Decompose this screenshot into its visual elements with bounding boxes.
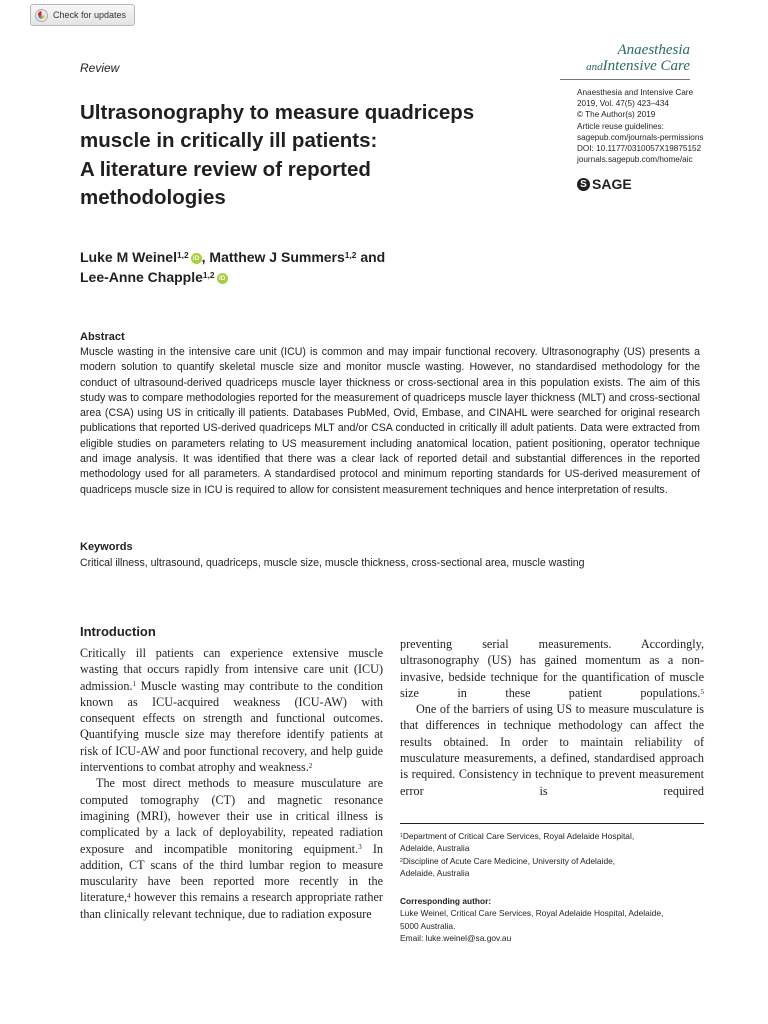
affiliation-item: $^2$Discipline of Acute Care Medicine, University of Adelaide, Adelaide, Australia xyxy=(400,855,616,879)
publisher-logo xyxy=(577,176,632,192)
journal-logo-and: and xyxy=(586,61,603,73)
body-column-left xyxy=(80,645,383,922)
author-affiliation-sup: 1,2 xyxy=(202,270,215,281)
meta-volume: 2019, Vol. 47(5) 423–434 xyxy=(577,99,669,109)
journal-logo xyxy=(560,42,690,75)
affiliation-item: $^1$Department of Critical Care Services, Royal Adelaide Hospital, Adelaide, Australia xyxy=(400,831,635,854)
corresponding-author xyxy=(400,895,704,945)
author-conjunction: and xyxy=(356,249,386,265)
meta-reuse-label: Article reuse guidelines: xyxy=(577,121,664,131)
crossmark-icon xyxy=(35,9,48,22)
meta-copyright: © The Author(s) 2019 xyxy=(577,110,656,120)
body-paragraph: Critically ill patients can experience extensive muscle wasting that occurs rapidly from intensive care unit (ICU) admission.$^1$ Muscle wasting may contribute to the condition known as ICU-acquired weakness (ICU-AW) with consequent effects on strength and functional outcomes. Quantifying muscle size may therefore identify patients at risk of ICU-AW and poor functional recovery, and help guide interventions to combat atrophy and weakness.$^2$ xyxy=(80,646,383,775)
journal-logo-line1: Anaesthesia xyxy=(617,42,690,58)
affiliations xyxy=(400,830,704,880)
article-metadata xyxy=(577,87,727,165)
body-paragraph: preventing serial measurements. Accordingly, ultrasonography (US) has gained momentum as a non-invasive, bedside technique for the quantification of muscle size in these patient populations.$^5$ xyxy=(400,637,704,700)
orcid-icon[interactable]: iD xyxy=(217,273,228,284)
author-list xyxy=(80,247,560,287)
corresponding-heading: Corresponding author: xyxy=(400,896,492,906)
meta-doi[interactable]: DOI: 10.1177/0310057X19875152 xyxy=(577,144,702,154)
introduction-heading: Introduction xyxy=(80,624,156,639)
article-title xyxy=(80,99,550,212)
author-separator: , xyxy=(201,249,210,265)
orcid-icon[interactable]: iD xyxy=(191,253,202,264)
abstract-heading: Abstract xyxy=(80,331,125,343)
publisher-name: SAGE xyxy=(592,176,632,192)
keywords-heading: Keywords xyxy=(80,541,133,553)
title-line: methodologies xyxy=(80,185,226,209)
sage-s-icon: S xyxy=(577,178,590,191)
body-paragraph: The most direct methods to measure musculature are computed tomography (CT) and magnetic resonance imagining (MRI), however their use in critical illness is complicated by a lack of deployability, repeated radiation exposure and incompatible monitoring equipment.$^3$ In addition, CT scans of the third lumbar region to measure muscularity have been reported more recently in the literature,$^4$ however this remains a research appropriate rather than clinically relevant technique, due to radiation exposure xyxy=(80,776,383,921)
journal-logo-line2: Intensive Care xyxy=(602,58,690,74)
corresponding-email[interactable]: Email: luke.weinel@sa.gov.au xyxy=(400,933,512,944)
meta-permissions-link[interactable]: sagepub.com/journals-permissions xyxy=(577,132,704,142)
corresponding-address: Luke Weinel, Critical Care Services, Royal Adelaide Hospital, Adelaide, 5000 Australia. xyxy=(400,908,664,931)
footnote-divider xyxy=(400,823,704,824)
check-for-updates-label: Check for updates xyxy=(53,10,127,20)
meta-journal: Anaesthesia and Intensive Care xyxy=(577,88,694,97)
author-name: Lee-Anne Chapple xyxy=(80,269,203,285)
citation-sup[interactable]: 3 xyxy=(358,842,362,852)
title-line: muscle in critically ill patients: xyxy=(80,129,378,153)
author-name: Matthew J Summers xyxy=(209,249,345,265)
keywords-text: Critical illness, ultrasound, quadriceps, muscle size, muscle thickness, cross-sectional area, muscle wasting xyxy=(80,557,585,569)
meta-journal-link[interactable]: journals.sagepub.com/home/aic xyxy=(577,155,693,165)
title-line: Ultrasonography to measure quadriceps xyxy=(80,101,475,124)
check-for-updates-button[interactable] xyxy=(30,4,135,26)
author-affiliation-sup: 1,2 xyxy=(176,250,189,261)
author-name: Luke M Weinel xyxy=(80,249,177,265)
citation-sup[interactable]: 2 xyxy=(308,760,313,770)
header-divider xyxy=(560,79,690,80)
body-column-right xyxy=(400,636,704,799)
body-paragraph: One of the barriers of using US to measure musculature is that differences in technique methodology can affect the results obtained. In order to maintain reliability of musculature measurements, a defined, standardised approach is required. Consistency in technique to prevent measurement error is required xyxy=(400,702,704,798)
citation-sup[interactable]: 4 xyxy=(127,891,131,901)
citation-sup[interactable]: 5 xyxy=(700,686,704,696)
abstract-text: Muscle wasting in the intensive care unit (ICU) is common and may impair functional recovery. Ultrasonography (US) presents a modern solution to quantify skeletal muscle size and monitor muscle wasting. However, no standardised methodology for the conduct of ultrasound-derived quadriceps muscle layer thickness or cross-sectional area in this population exists. The aim of this study was to compare methodologies reported for the measurement of quadriceps muscle layer thickness (MLT) and cross-sectional area (CSA) using US in critically ill patients. Databases PubMed, Ovid, Embase, and CINAHL were searched for original research publications that reported US-derived quadriceps MLT and/or CSA conducted in critically ill adult patients. Data were extracted from eligible studies on parameters relating to US measurement including anatomical location, patient positioning, operator technique and image analysis. It was identified that there was a clear lack of reported detail and substantial differences in the reported methodology used for all parameters. A standardised protocol and minimum reporting standards for US-derived measurement of quadriceps muscle size in ICU is required to allow for consistent measurement techniques and hence interpretation of results. xyxy=(80,346,700,496)
citation-sup[interactable]: 1 xyxy=(132,679,137,689)
author-affiliation-sup: 1,2 xyxy=(344,250,357,261)
section-label: Review xyxy=(80,61,120,75)
title-line: A literature review of reported xyxy=(80,157,371,181)
